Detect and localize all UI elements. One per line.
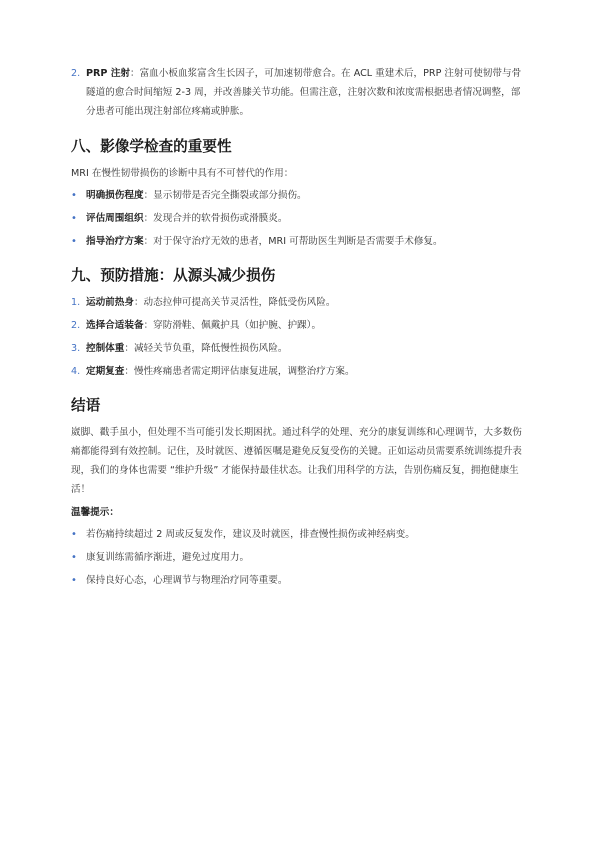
list-term: 控制体重 (86, 343, 125, 354)
list-term: PRP 注射 (86, 68, 130, 79)
list-item (71, 64, 526, 121)
list-number: 2. (71, 68, 81, 79)
list-text: ：慢性疼痛患者需定期评估康复进展，调整治疗方案。 (124, 366, 355, 377)
list-term: 明确损伤程度 (86, 190, 144, 201)
list-text: ：显示韧带是否完全撕裂或部分损伤。 (143, 190, 307, 201)
prp-list (71, 64, 526, 121)
section-8-list (71, 186, 526, 251)
list-text: ：减轻关节负重，降低慢性损伤风险。 (124, 343, 288, 354)
list-text: 保持良好心态，心理调节与物理治疗同等重要。 (86, 575, 288, 586)
list-text: ：富血小板血浆富含生长因子，可加速韧带愈合。在 ACL 重建术后，PRP 注射可使韧带与骨隧道的愈合时间缩短 2-3 周，并改善膝关节功能。但需注意，注射次数和浓度需根据患者情况调整，部分患者可能出现注射部位疼痛或肿胀。 (86, 68, 522, 117)
bullet-marker: • (71, 529, 77, 540)
bullet-marker: • (71, 552, 77, 563)
bullet-marker: • (71, 236, 77, 247)
bullet-marker: • (71, 213, 77, 224)
section-8-intro: MRI 在慢性韧带损伤的诊断中具有不可替代的作用： (71, 168, 294, 179)
section-9-heading: 九、预防措施：从源头减少损伤 (71, 267, 276, 284)
list-item (71, 232, 526, 251)
bullet-marker: • (71, 575, 77, 586)
list-item (71, 548, 526, 567)
list-text: ：穿防滑鞋、佩戴护具（如护腕、护踝）。 (143, 320, 322, 331)
list-number: 2. (71, 320, 81, 331)
list-text: ：动态拉伸可提高关节灵活性，降低受伤风险。 (133, 297, 336, 308)
list-term: 选择合适装备 (86, 320, 144, 331)
list-number: 3. (71, 343, 81, 354)
list-item (71, 209, 526, 228)
list-term: 定期复查 (86, 366, 125, 377)
list-number: 1. (71, 297, 81, 308)
list-item (71, 339, 526, 358)
list-text: 康复训练需循序渐进，避免过度用力。 (86, 552, 250, 563)
list-text: 若伤痛持续超过 2 周或反复发作，建议及时就医，排查慢性损伤或神经病变。 (86, 529, 415, 540)
list-term: 指导治疗方案 (86, 236, 144, 247)
list-item (71, 293, 526, 312)
section-9-list (71, 293, 526, 381)
tips-heading: 温馨提示： (71, 507, 119, 518)
list-term: 评估周围组织 (86, 213, 144, 224)
section-8-heading: 八、影像学检查的重要性 (71, 138, 232, 155)
bullet-marker: • (71, 190, 77, 201)
list-number: 4. (71, 366, 81, 377)
conclusion-paragraph: 崴脚、戳手虽小，但处理不当可能引发长期困扰。通过科学的处理、充分的康复训练和心理调节，大多数伤痛都能得到有效控制。记住，及时就医、遵循医嘱是避免反复受伤的关键。正如运动员需要系统训练提升表现，我们的身体也需要 “维护升级” 才能保持最佳状态。让我们用科学的方法，告别伤痛反复，拥抱健康生活！ (71, 427, 522, 495)
list-item (71, 186, 526, 205)
list-text: ：对于保守治疗无效的患者，MRI 可帮助医生判断是否需要手术修复。 (143, 236, 443, 247)
document-content (71, 64, 526, 590)
conclusion-heading: 结语 (71, 397, 101, 414)
list-item (71, 525, 526, 544)
tips-list (71, 525, 526, 590)
list-item (71, 571, 526, 590)
list-term: 运动前热身 (86, 297, 134, 308)
list-item (71, 362, 526, 381)
list-item (71, 316, 526, 335)
list-text: ：发现合并的软骨损伤或滑膜炎。 (143, 213, 288, 224)
